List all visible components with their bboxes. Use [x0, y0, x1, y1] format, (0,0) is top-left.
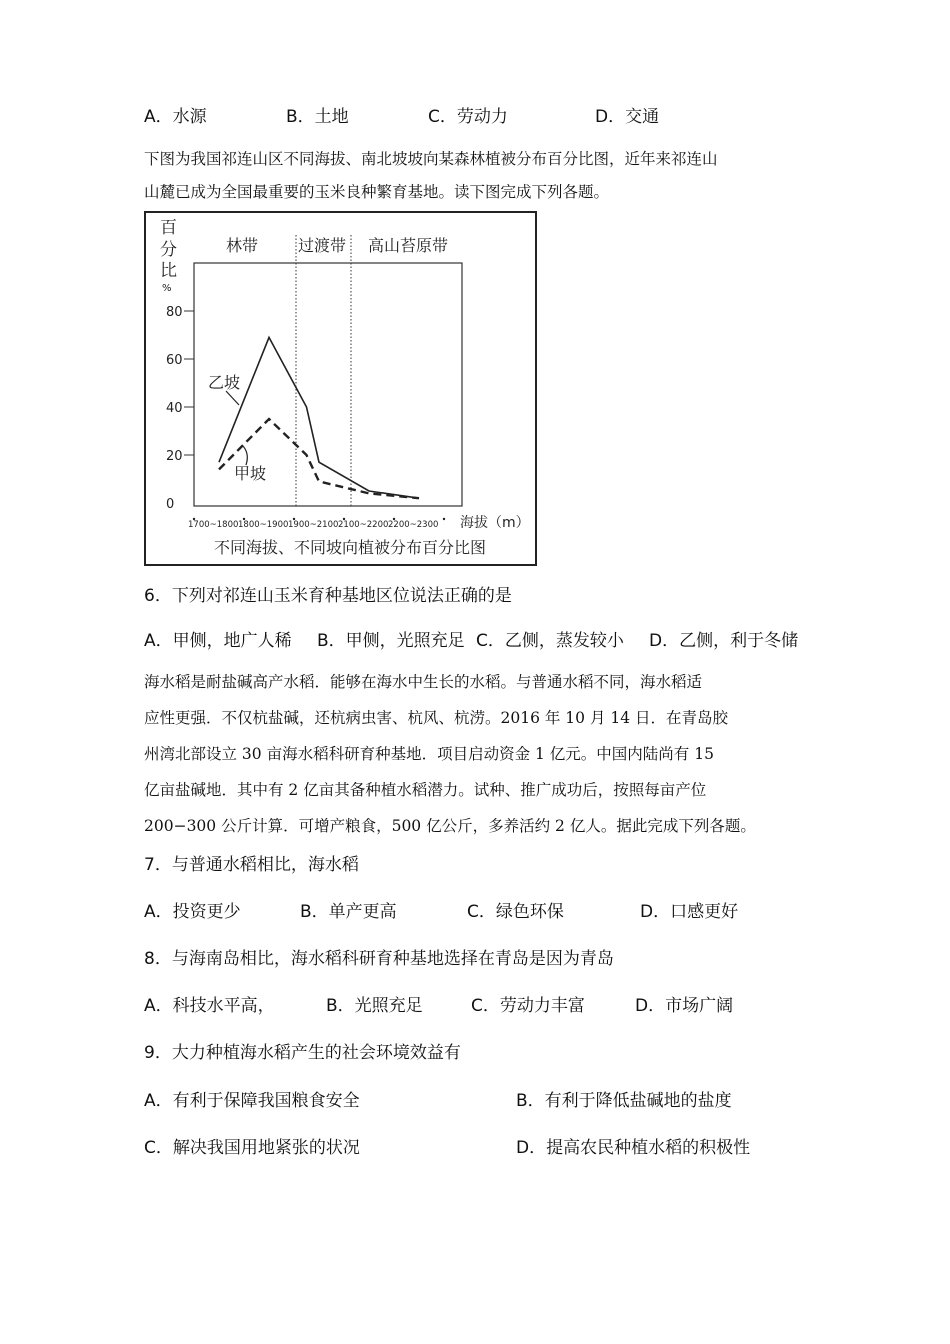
q6-option-a: A．甲侧，地广人稀	[144, 631, 292, 651]
intro2-line-1: 海水稻是耐盐碱高产水稻．能够在海水中生长的水稻。与普通水稻不同，海水稻适	[144, 673, 703, 691]
q7-option-a: A．投资更少	[144, 902, 241, 922]
x-tick-mark	[293, 518, 295, 520]
q8-stem: 8．与海南岛相比，海水稻科研育种基地选择在青岛是因为青岛	[144, 949, 614, 969]
q5-option-b: B．土地	[286, 107, 349, 127]
q7-option-c: C．绿色环保	[467, 902, 564, 922]
q5-option-c: C．劳动力	[428, 107, 508, 127]
q8-option-a: A．科技水平高，	[144, 996, 275, 1016]
q6-stem: 6．下列对祁连山玉米育种基地区位说法正确的是	[144, 586, 512, 606]
q7-stem: 7．与普通水稻相比，海水稻	[144, 855, 359, 875]
q9-stem: 9．大力种植海水稻产生的社会环境效益有	[144, 1043, 461, 1063]
q7-option-d: D．口感更好	[640, 902, 739, 922]
intro2-line-3: 州湾北部设立 30 亩海水稻科研育种基地．项目启动资金 1 亿元。中国内陆尚有 15	[144, 745, 714, 763]
y-axis-label-char: 百	[160, 218, 177, 238]
q9-option-a: A．有利于保障我国粮食安全	[144, 1091, 360, 1111]
y-axis-label-char: 分	[160, 240, 177, 260]
intro1-line-1: 下图为我国祁连山区不同海拔、南北坡坡向某森林植被分布百分比图，近年来祁连山	[144, 150, 718, 168]
y-tick-label: 20	[166, 449, 183, 464]
series-leader-jia	[242, 445, 247, 465]
x-tick-label: 2200~2300	[388, 520, 439, 530]
x-tick-mark	[193, 518, 195, 520]
q6-option-d: D．乙侧，利于冬储	[649, 631, 799, 651]
x-tick-label: 1900~2100	[288, 520, 339, 530]
y-axis-label-char: 比	[160, 261, 177, 281]
x-axis-label: 海拔（m）	[460, 515, 530, 531]
y-tick-label: 60	[166, 353, 183, 368]
y-tick-label: 80	[166, 305, 183, 320]
x-tick-mark	[443, 518, 445, 520]
zone-label-alpine: 高山苔原带	[368, 236, 449, 255]
q8-option-c: C．劳动力丰富	[471, 996, 585, 1016]
q6-option-b: B．甲侧，光照充足	[317, 631, 465, 651]
x-tick-mark	[343, 518, 345, 520]
x-tick-label: 1700~1800	[188, 520, 239, 530]
intro2-line-4: 亿亩盐碱地．其中有 2 亿亩其备种植水稻潜力。试种、推广成功后，按照每亩产位	[144, 781, 707, 799]
chart-title: 不同海拔、不同坡向植被分布百分比图	[214, 538, 487, 557]
series-leader-yi	[226, 391, 239, 405]
q5-option-d: D．交通	[595, 107, 660, 127]
q6-option-c: C．乙侧，蒸发较小	[476, 631, 624, 651]
zone-label-forest: 林带	[226, 236, 259, 255]
y-tick-label: 40	[166, 401, 183, 416]
x-tick-label: 1800~1900	[238, 520, 289, 530]
q9-option-b: B．有利于降低盐碱地的盐度	[516, 1091, 732, 1111]
vegetation-chart-figure	[144, 211, 537, 566]
q9-option-c: C．解决我国用地紧张的状况	[144, 1138, 360, 1158]
x-tick-mark	[243, 518, 245, 520]
q9-option-d: D．提高农民种植水稻的积极性	[516, 1138, 751, 1158]
series-label-jia: 甲坡	[234, 464, 267, 483]
q8-option-d: D．市场广阔	[635, 996, 734, 1016]
q8-option-b: B．光照充足	[326, 996, 423, 1016]
q7-option-b: B．单产更高	[300, 902, 397, 922]
intro1-line-2: 山麓已成为全国最重要的玉米良种繁育基地。读下图完成下列各题。	[144, 183, 610, 201]
q5-option-a: A．水源	[144, 107, 207, 127]
intro2-line-2: 应性更强．不仅杭盐碱，还杭病虫害、杭风、杭涝。2016 年 10 月 14 日．在青岛胶	[144, 709, 729, 727]
series-label-yi: 乙坡	[208, 373, 241, 392]
x-tick-label: 2100~2200	[338, 520, 389, 530]
y-tick-label: 0	[166, 497, 175, 512]
zone-label-transition: 过渡带	[298, 236, 347, 255]
intro2-line-5: 200−300 公斤计算．可增产粮食，500 亿公斤，多养活约 2 亿人。据此完成下列各题。	[144, 817, 756, 835]
y-axis-label-char: %	[162, 283, 172, 294]
vegetation-chart	[146, 213, 539, 568]
x-tick-mark	[393, 518, 395, 520]
